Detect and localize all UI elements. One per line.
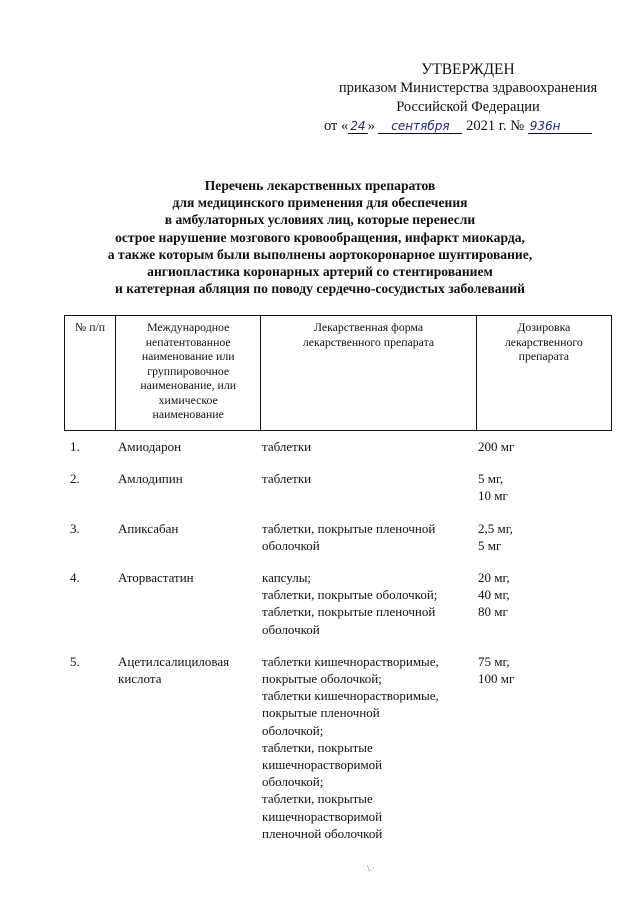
dosage-form-line: оболочкой;	[262, 774, 324, 790]
dosage-form-line: капсулы;	[262, 570, 312, 586]
title-line: для медицинского применения для обеспечения	[172, 195, 468, 211]
dosage-line: 5 мг,	[478, 471, 504, 487]
header-col-name	[116, 316, 261, 431]
dosage-line: 20 мг,	[478, 570, 510, 586]
title-line: острое нарушение мозгового кровообращения, инфаркт миокарда,	[115, 229, 525, 245]
dosage-line: 80 мг	[478, 604, 508, 620]
header-text-line: препарата	[518, 349, 570, 363]
drug-name-cell	[114, 438, 262, 455]
dosage-form-cell	[262, 438, 478, 455]
drug-name-line: Амиодарон	[118, 439, 182, 454]
row-number: 4.	[70, 570, 80, 586]
header-text-line: наименование	[152, 407, 224, 421]
drug-name-cell	[114, 653, 262, 842]
dosage-form-line: таблетки, покрытые пленочной	[262, 604, 436, 620]
title-line: а также которым были выполнены аортокоронарное шунтирование,	[107, 246, 533, 262]
header-text-line: группировочное	[147, 363, 230, 378]
title-line: в амбулаторных условиях лиц, которые перенесли	[164, 212, 476, 228]
dosage-form-line: таблетки кишечнорастворимые,	[262, 688, 439, 704]
dosage-line: 40 мг,	[478, 587, 510, 603]
drug-name-cell	[114, 520, 262, 554]
dosage-form-line: оболочкой	[262, 621, 320, 637]
dosage-form-line: таблетки, покрытые оболочкой;	[262, 587, 438, 603]
drug-name-line: Аторвастатин	[118, 570, 194, 586]
header-text-line: наименование, или	[140, 378, 237, 392]
header-text-line: лекарственного препарата	[302, 334, 435, 349]
table-row	[64, 438, 612, 455]
drug-name-line: Ацетилсалициловая	[118, 653, 230, 669]
dosage-form-line: таблетки	[262, 471, 312, 487]
dosage-form-line: пленочной оболочкой	[262, 825, 383, 841]
drug-name-line: Апиксабан	[118, 520, 179, 536]
dosage-cell	[478, 438, 612, 455]
dosage-cell	[478, 470, 612, 504]
dosage-form-cell	[262, 569, 478, 638]
dosage-form-line: таблетки, покрытые пленочной	[262, 520, 436, 536]
dosage-line: 2,5 мг,	[478, 520, 513, 536]
table-row	[64, 653, 612, 842]
drug-name-line: Амлодипин	[118, 471, 183, 487]
row-number: 2.	[70, 471, 80, 487]
header-text-line: наименование или	[141, 349, 235, 363]
document-title	[60, 177, 580, 297]
dosage-form-cell	[262, 653, 478, 842]
dosage-line: 75 мг,	[478, 653, 510, 669]
header-text-line: Международное	[147, 320, 230, 334]
dosage-form-line: кишечнорастворимой	[262, 757, 383, 773]
approval-date-line	[318, 117, 618, 136]
dosage-form-cell	[262, 470, 478, 504]
table-row	[64, 470, 612, 504]
table-header	[64, 315, 612, 431]
header-text-line: Лекарственная форма	[313, 320, 424, 334]
dosage-cell	[478, 520, 612, 554]
title-line: Перечень лекарственных препаратов	[204, 178, 436, 193]
dosage-form-line: таблетки, покрытые	[262, 739, 373, 755]
dosage-form-line: покрытые оболочкой;	[262, 671, 382, 687]
dosage-form-line: покрытые пленочной	[262, 705, 380, 721]
title-line: ангиопластика коронарных артерий со стентированием	[147, 264, 493, 280]
date-quote: »	[367, 118, 375, 134]
header-col-number: № п/п	[65, 316, 116, 431]
dosage-line: 10 мг	[478, 488, 508, 504]
dosage-line: 100 мг	[478, 671, 515, 687]
dosage-form-line: таблетки	[262, 439, 312, 454]
date-day: 24	[350, 119, 366, 133]
approval-line-2: Российской Федерации	[396, 99, 540, 115]
title-line: и катетерная абляция по поводу сердечно-сосудистых заболеваний	[114, 281, 525, 297]
header-text-line: химическое	[158, 392, 218, 407]
drug-name-cell	[114, 569, 262, 638]
medication-list	[64, 438, 612, 857]
dosage-form-line: таблетки кишечнорастворимые,	[262, 653, 439, 669]
row-number: 1.	[70, 439, 80, 454]
dosage-form-line: кишечнорастворимой	[262, 808, 383, 824]
date-prefix: от «	[324, 118, 349, 134]
dosage-line: 200 мг	[478, 439, 515, 454]
row-number: 5.	[70, 653, 80, 669]
footer-mark: \.·	[367, 864, 375, 873]
header-col-dose	[476, 316, 611, 431]
row-number: 3.	[70, 520, 80, 536]
dosage-form-cell	[262, 520, 478, 554]
table-row	[64, 569, 612, 638]
dosage-line: 5 мг	[478, 537, 502, 553]
table-row	[64, 520, 612, 554]
dosage-form-line: оболочкой	[262, 537, 320, 553]
approval-line-1: приказом Министерства здравоохранения	[338, 80, 598, 96]
header-col-form	[261, 316, 476, 431]
drug-name-cell	[114, 470, 262, 504]
approval-block	[318, 60, 618, 136]
drug-name-line: кислота	[118, 671, 162, 687]
approval-heading: УТВЕРЖДЕН	[421, 61, 515, 78]
header-text-line: непатентованное	[145, 334, 231, 349]
date-month: сентября	[378, 119, 462, 134]
header-text-line: Дозировка	[517, 320, 571, 334]
dosage-form-line: оболочкой;	[262, 722, 324, 738]
dosage-cell	[478, 569, 612, 638]
dosage-cell	[478, 653, 612, 842]
date-year: 2021 г. №	[466, 118, 525, 134]
dosage-form-line: таблетки, покрытые	[262, 791, 373, 807]
header-text-line: лекарственного	[504, 334, 583, 349]
order-number: 936н	[528, 119, 592, 134]
